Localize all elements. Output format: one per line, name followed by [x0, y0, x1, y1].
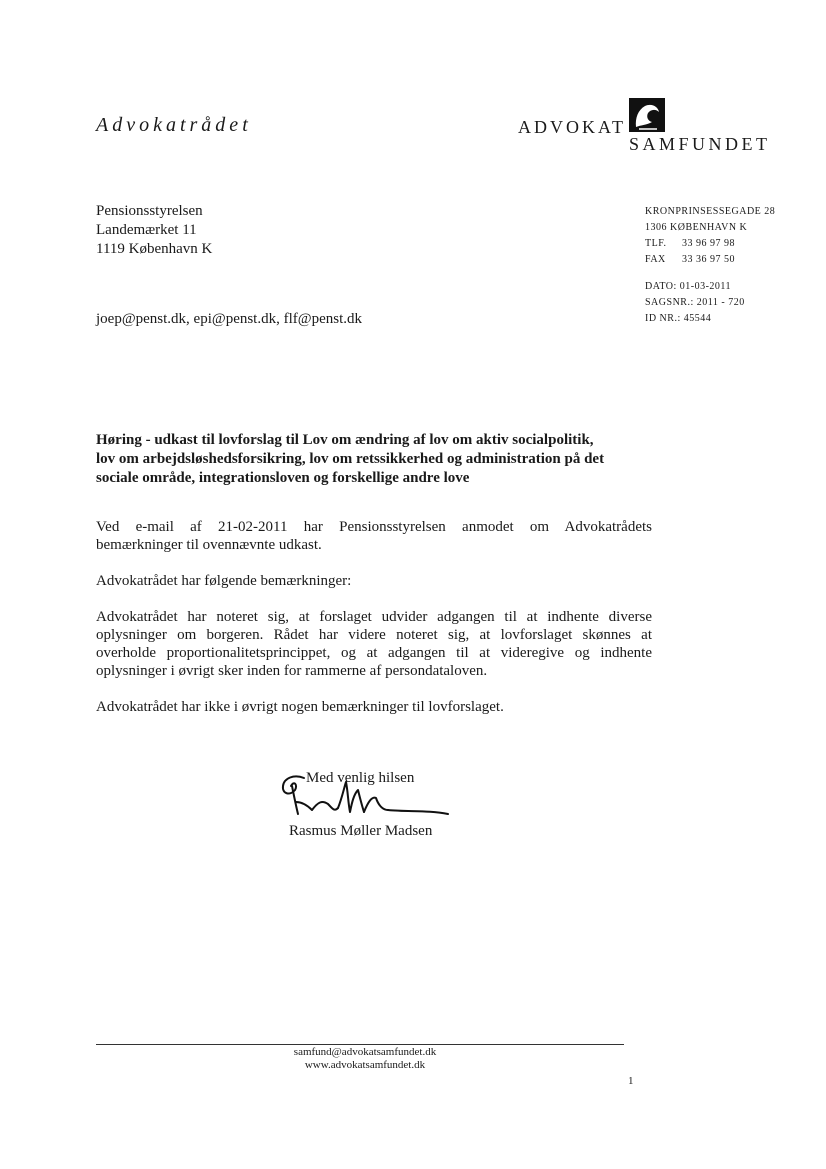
subject-line: Høring - udkast til lovforslag til Lov om ændring af lov om aktiv socialpolitik, — [96, 432, 594, 448]
sender-fax — [645, 252, 775, 268]
logo-word-bottom: SAMFUNDET — [629, 134, 771, 154]
letter-body — [96, 518, 652, 734]
recipient-street: Landemærket 11 — [96, 222, 197, 238]
subject-line: sociale område, integrationsloven og forskellige andre love — [96, 470, 470, 486]
subject-line: lov om arbejdsløshedsforsikring, lov om retssikkerhed og administration på det — [96, 451, 605, 467]
fax-value: 33 36 97 50 — [682, 254, 735, 265]
fax-label: FAX — [645, 254, 666, 265]
footer — [250, 1046, 480, 1072]
body-paragraph — [96, 608, 652, 680]
letter-date: DATO: 01-03-2011 — [645, 281, 732, 292]
footer-website[interactable]: www.advokatsamfundet.dk — [304, 1059, 426, 1071]
page-number: 1 — [628, 1075, 634, 1087]
recipient-city: 1119 København K — [96, 241, 213, 257]
case-number: SAGSNR.: 2011 - 720 — [645, 297, 745, 308]
tlf-value: 33 96 97 98 — [682, 238, 735, 249]
sender-address-block — [645, 204, 775, 268]
footer-divider — [96, 1044, 624, 1045]
letter-subject — [96, 431, 656, 488]
body-line: Ved e-mail af 21-02-2011 har Pensionsstyrelsen anmodet om Advokatrådets — [96, 519, 652, 535]
body-line: bemærkninger til ovennævnte udkast. — [96, 537, 322, 553]
footer-email[interactable]: samfund@advokatsamfundet.dk — [293, 1046, 437, 1058]
logo-emblem-icon — [629, 98, 665, 132]
body-line: oplysninger i øvrigt sker inden for rammerne af persondataloven. — [96, 663, 488, 679]
body-paragraph: Advokatrådet har følgende bemærkninger: — [96, 573, 352, 589]
body-paragraph: Advokatrådet har ikke i øvrigt nogen bemærkninger til lovforslaget. — [96, 699, 504, 715]
closing-greeting: Med venlig hilsen — [306, 770, 415, 786]
id-number: ID NR.: 45544 — [645, 313, 712, 324]
signer-name: Rasmus Møller Madsen — [289, 823, 433, 839]
body-paragraph — [96, 518, 652, 554]
reference-block — [645, 279, 745, 327]
recipient-name: Pensionsstyrelsen — [96, 203, 203, 219]
body-line: Advokatrådet har noteret sig, at forslaget udvider adgangen til at indhente diverse — [96, 609, 652, 625]
council-name: Advokatrådet — [96, 114, 252, 136]
sender-city: 1306 KØBENHAVN K — [645, 222, 748, 233]
body-line: overholde proportionalitetsprincippet, og at adgangen til at videregive og indhente — [96, 645, 652, 661]
sender-phone — [645, 236, 775, 252]
recipient-address — [96, 202, 212, 259]
body-line: oplysninger om borgeren. Rådet har videre noteret sig, at lovforslaget skønnes at — [96, 627, 652, 643]
handwritten-signature — [278, 772, 458, 824]
sender-street: KRONPRINSESSEGADE 28 — [645, 206, 776, 217]
recipient-emails: joep@penst.dk, epi@penst.dk, flf@penst.dk — [96, 311, 362, 327]
tlf-label: TLF. — [645, 238, 667, 249]
logo-word-top: ADVOKAT — [518, 117, 626, 137]
